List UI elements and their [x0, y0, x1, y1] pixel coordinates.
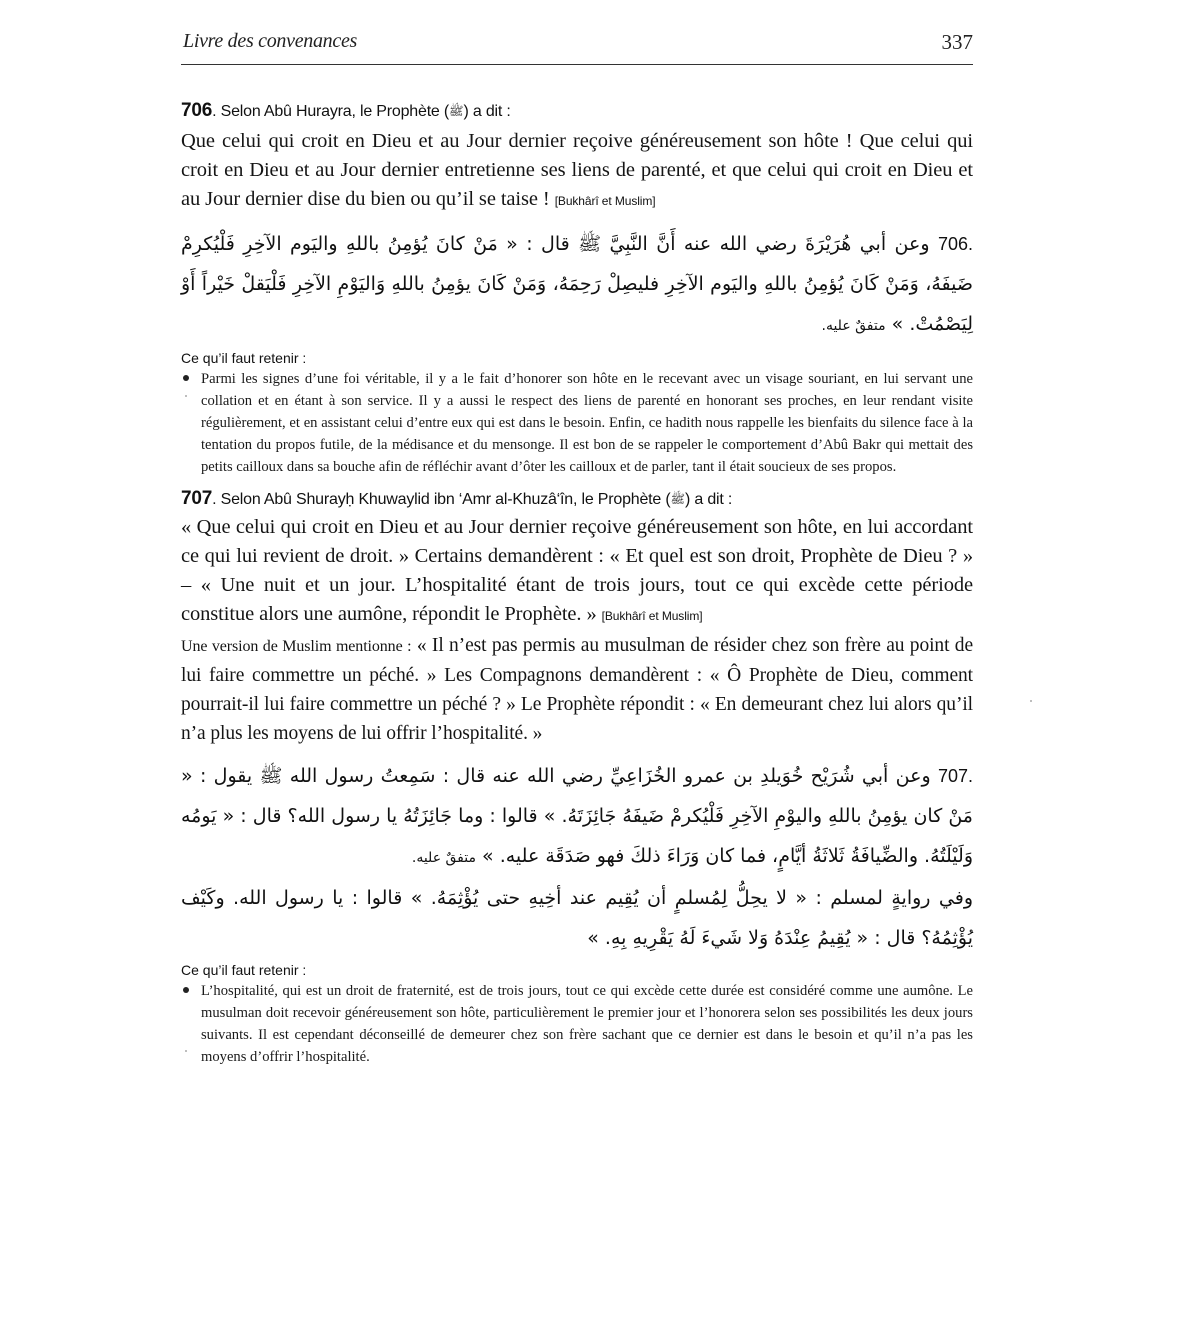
arabic-text — [181, 756, 973, 878]
arabic-text — [181, 224, 973, 346]
retain-list — [181, 980, 973, 1068]
arabic-source: متفقٌ عليه. — [411, 850, 476, 866]
scan-speck — [185, 395, 187, 397]
bullet-icon — [183, 987, 189, 993]
header-rule — [181, 64, 973, 65]
running-title: Livre des convenances — [183, 30, 358, 52]
retain-heading: Ce qu’il faut retenir : — [181, 962, 307, 978]
hadith-intro-end: ) a dit : — [463, 103, 511, 120]
hadith-source: [Bukhârî et Muslim] — [601, 609, 703, 623]
scan-speck — [1030, 700, 1032, 702]
arabic-version-text: وفي روايةٍ لمسلم : « لا يحِلُّ لِمُسلمٍ أن يُقِيم عند أخِيهِ حتى يُؤْثِمَهُ. » قالوا : يا رسول الله. وكَيْف يُؤْثِمُهُ؟ قال : « يُقِيمُ عِنْدَهُ وَلا شَيءَ لَهُ يَقْرِيهِ بِهِ. » — [181, 887, 973, 949]
hadith-707 — [181, 488, 973, 1068]
hadith-heading — [181, 488, 973, 511]
arabic-number: 707. — [937, 766, 974, 786]
scan-speck — [185, 1050, 187, 1052]
retain-heading: Ce qu’il faut retenir : — [181, 350, 307, 366]
arabic-hadith: وعن أبي شُرَيْح خُوَيلدِ بن عمرو الخُزَاعِيِّ رضي الله عنه قال : سَمِعتُ رسول الله ﷺ يقول : « مَنْ كان يؤمِنُ باللهِ واليوْمِ الآخِرِ فَلْيُكرمْ ضَيفَهُ جَائِزَتَهُ. » قالوا : وما جَائِزَتُهُ يا رسول الله؟ قال : « يَومُه وَلَيْلَتُهُ. والضِّيافَةُ ثَلاثَةُ أيَّامٍ، فما كان وَرَاءَ ذلكَ فهو صَدَقَة عليه. » — [181, 765, 973, 867]
salutation-icon: ﷺ — [670, 492, 685, 506]
hadith-706 — [181, 100, 973, 478]
version-lead: Une version de Muslim mentionne : — [181, 638, 412, 655]
hadith-number: 706 — [181, 100, 213, 121]
salutation-icon: ﷺ — [449, 104, 464, 118]
hadith-translation — [181, 127, 973, 216]
hadith-translation — [181, 513, 973, 631]
hadith-number: 707 — [181, 488, 213, 509]
version-text: « Il n’est pas permis au musulman de résider chez son frère au point de lui faire commettre un péché. » Les Compagnons demandèrent : « Ô Prophète de Dieu, comment pourrait-il lui faire commettre un péché ? » Le Prophète répondit : « En demeurant chez lui alors qu’il n’a plus les moyens de lui offrir l’hospitalité. » — [181, 635, 973, 744]
bullet-icon — [183, 375, 189, 381]
arabic-hadith: وعن أبي هُرَيْرَةَ رضي الله عنه أَنَّ النَّبِيَّ ﷺ قال : « مَنْ كانَ يُؤمِنُ باللهِ واليَوم الآخِرِ فَلْيُكرِمْ ضَيفَهُ، وَمَنْ كَانَ يُؤمِنُ باللهِ واليَوم الآخِرِ فليصِلْ رَحِمَهُ، وَمَنْ كَانَ يؤمِنُ باللهِ وَاليَوْمِ الآخِرِ فَلْيَقلْ خَيْراً أَوْ لِيَصْمُتْ. » — [181, 233, 973, 335]
hadith-text: « Que celui qui croit en Dieu et au Jour dernier reçoive généreusement son hôte, en lui accordant ce qui lui revient de droit. » Certains demandèrent : « Et quel est son droit, Prophète de Dieu ? » – « Une nuit et un jour. L’hospitalité étant de trois jours, tout ce qui excède cette période constitue alors une aumône, répondit le Prophète. » — [181, 516, 973, 625]
retain-point-text: Parmi les signes d’une foi véritable, il y a le fait d’honorer son hôte en le recevant avec un visage souriant, en lui servant une collation et en étant à son service. Il y a aussi le respect des liens de parenté en honorant ses proches, en leur rendant visite régulièrement, et en assistant celui d’entre eux qui est dans le besoin. Enfin, ce hadith nous rappelle les bienfaits du silence face à la tentation du propos futile, de la médisance et du mensonge. Il est bon de se rappeler le comportement d’Abû Bakr qui mettait des petits cailloux dans sa bouche afin de réfléchir avant d’ôter les cailloux et de parler, tant il était soucieux de ses propos. — [201, 371, 973, 475]
arabic-version — [181, 878, 973, 958]
page-number: 337 — [941, 30, 973, 54]
hadith-intro-end: ) a dit : — [685, 491, 733, 508]
hadith-narrator: . Selon Abû Shurayḥ Khuwaylid ibn ‘Amr al-Khuzâ‘în, le Prophète ( — [212, 491, 671, 508]
arabic-number: 706. — [937, 234, 973, 254]
retain-point — [181, 980, 973, 1068]
retain-point-text: L’hospitalité, qui est un droit de fraternité, est de trois jours, tout ce qui excède cette durée est considéré comme une aumône. Le musulman doit recevoir généreusement son hôte, particulièrement le premier jour et l’honorera selon ses possibilités les deux jours suivants. Il est cependant déconseillé de demeurer chez son frère sachant que ce dernier est dans le besoin et qu’il n’a pas les moyens d’offrir l’hospitalité. — [201, 983, 973, 1065]
hadith-source: [Bukhârî et Muslim] — [554, 194, 656, 208]
hadith-version — [181, 631, 973, 748]
hadith-text: Que celui qui croit en Dieu et au Jour dernier reçoive généreusement son hôte ! Que celui qui croit en Dieu et au Jour dernier entretienne ses liens de parenté, et que celui qui croit en Dieu et au Jour dernier dise du bien ou qu’il se taise ! — [181, 130, 973, 210]
hadith-narrator: . Selon Abû Hurayra, le Prophète ( — [212, 103, 450, 120]
retain-point — [181, 368, 973, 478]
retain-list — [181, 368, 973, 478]
hadith-heading — [181, 100, 973, 123]
arabic-source: متفقٌ عليه. — [821, 318, 886, 334]
running-header — [181, 30, 973, 60]
